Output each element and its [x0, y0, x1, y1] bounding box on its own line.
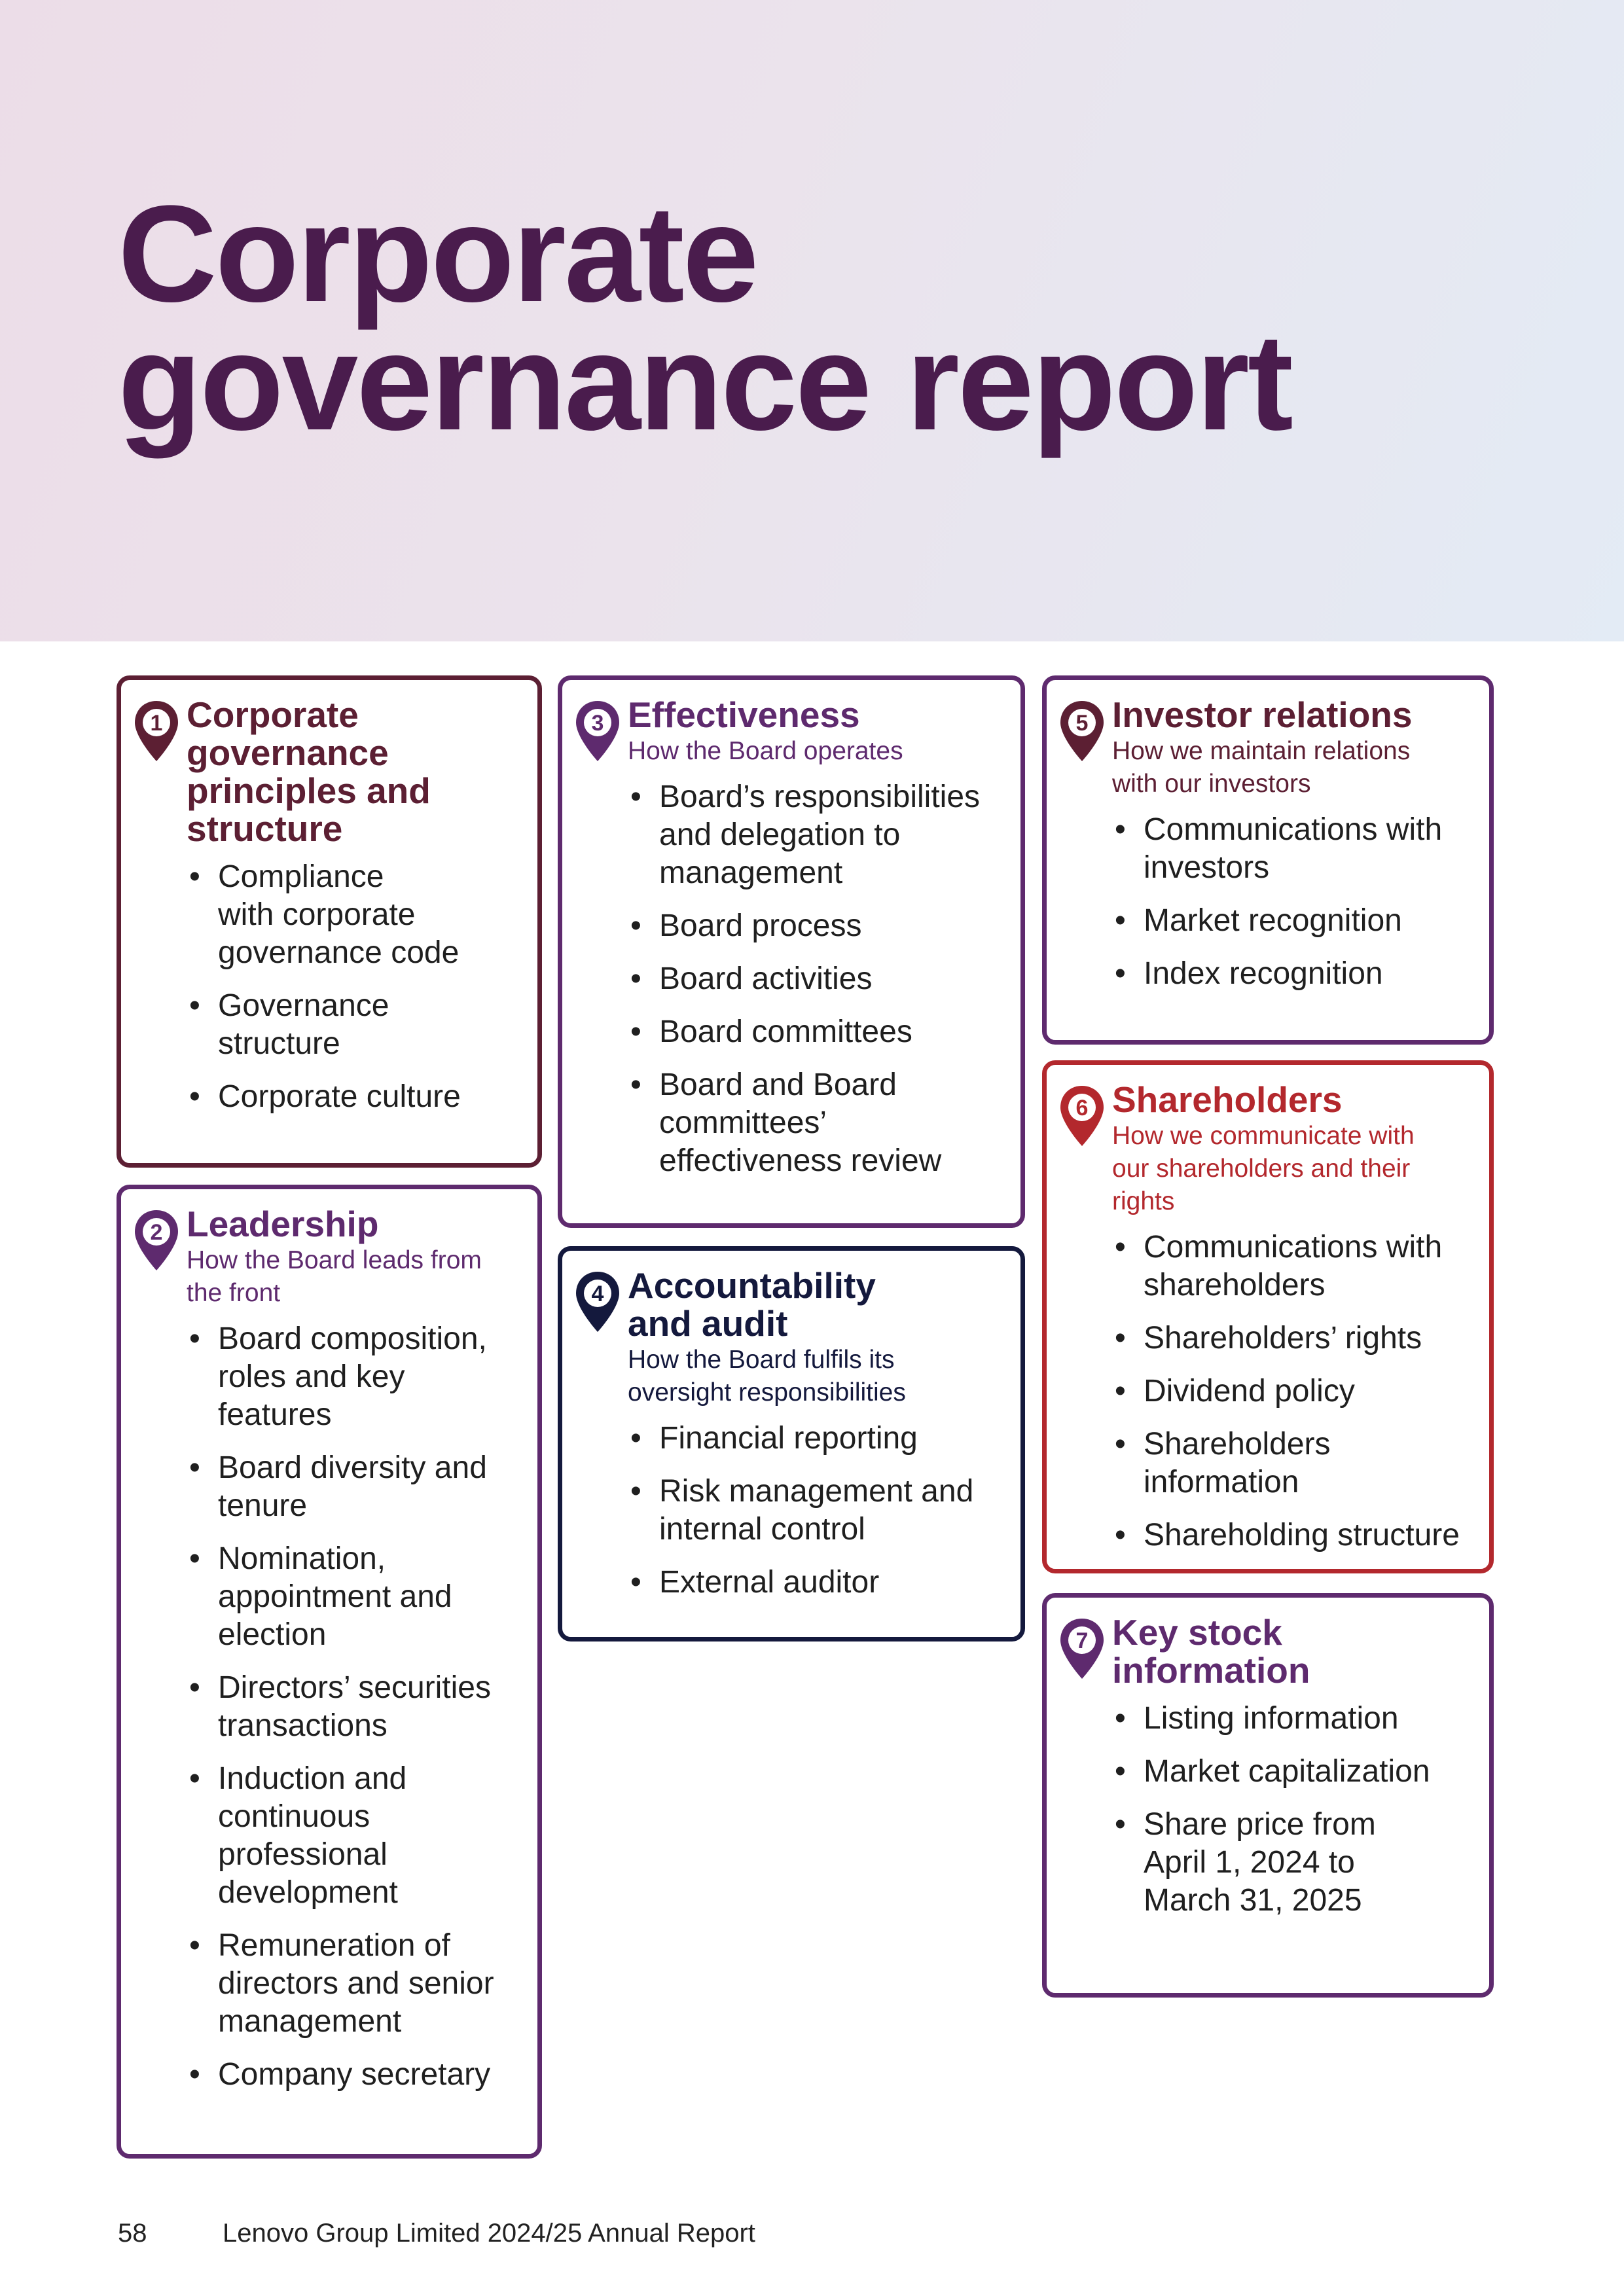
card-effectiveness [558, 675, 1025, 1228]
card-subtitle: How we maintain relations with our investors [1112, 737, 1411, 798]
list-item: • Shareholders’ rights [1112, 1319, 1484, 1357]
list-item: • Risk management and internal control [628, 1473, 1015, 1549]
list-item: • Listing information [1112, 1700, 1484, 1738]
card-subtitle: How the Board leads from the front [187, 1246, 482, 1307]
list-item: • Board committees [628, 1013, 1015, 1051]
location-pin-icon [133, 700, 180, 762]
pin-number: 6 [1075, 1096, 1089, 1121]
list-item: • Board activities [628, 960, 1015, 998]
card-investor-relations [1042, 675, 1494, 1045]
card-title: Key stock information [1112, 1612, 1310, 1691]
list-item: • Remuneration of directors and senior management [187, 1927, 532, 2041]
card-subtitle: How we communicate with our shareholders and their rights [1112, 1122, 1415, 1215]
location-pin-icon [574, 1270, 621, 1333]
card-title: Corporate governance principles and structure [187, 694, 431, 849]
page-footer [118, 2217, 755, 2249]
footer-text: Lenovo Group Limited 2024/25 Annual Report [223, 2219, 755, 2248]
card-list [187, 1320, 532, 2094]
list-item: • Communications with investors [1112, 811, 1484, 887]
card-list [187, 858, 532, 1116]
card-governance-principles [117, 675, 542, 1168]
list-item: • Compliance with corporate governance code [187, 858, 532, 972]
page-number: 58 [118, 2219, 147, 2248]
list-item: • Board composition, roles and key features [187, 1320, 532, 1434]
card-subtitle: How the Board operates [628, 737, 903, 765]
list-item: • Board process [628, 907, 1015, 945]
card-shareholders [1042, 1060, 1494, 1573]
pin-number: 4 [591, 1282, 604, 1306]
pin-number: 7 [1075, 1628, 1089, 1653]
list-item: • Dividend policy [1112, 1372, 1484, 1410]
card-title: Leadership [187, 1204, 379, 1244]
list-item: • Induction and continuous professional development [187, 1760, 532, 1912]
card-list [628, 778, 1015, 1180]
location-pin-icon [133, 1209, 180, 1272]
card-list [1112, 1229, 1484, 1554]
list-item: • Corporate culture [187, 1078, 532, 1116]
list-item: • Market capitalization [1112, 1753, 1484, 1791]
card-title: Investor relations [1112, 694, 1413, 735]
card-leadership [117, 1185, 542, 2159]
list-item: • Board diversity and tenure [187, 1449, 532, 1525]
list-item: • Share price from April 1, 2024 to March 31, 2025 [1112, 1806, 1484, 1920]
list-item: • Index recognition [1112, 955, 1484, 993]
list-item: • Market recognition [1112, 902, 1484, 940]
location-pin-icon [1058, 1617, 1106, 1680]
card-list [1112, 1700, 1484, 1920]
list-item: • Board and Board committees’ effectiveness review [628, 1066, 1015, 1180]
pin-number: 3 [591, 711, 604, 736]
list-item: • Company secretary [187, 2056, 532, 2094]
card-title: Shareholders [1112, 1079, 1343, 1120]
list-item: • Nomination, appointment and election [187, 1540, 532, 1654]
card-key-stock-information [1042, 1593, 1494, 1998]
list-item: • Financial reporting [628, 1420, 1015, 1458]
list-item: • Shareholding structure [1112, 1516, 1484, 1554]
card-title: Effectiveness [628, 694, 860, 735]
list-item: • Shareholders information [1112, 1426, 1484, 1501]
page-title: Corporate governance report [118, 177, 1291, 459]
list-item: • Governance structure [187, 987, 532, 1063]
location-pin-icon [574, 700, 621, 762]
pin-number: 2 [150, 1220, 163, 1245]
card-list [628, 1420, 1015, 1602]
card-title: Accountability and audit [628, 1265, 876, 1344]
list-item: • External auditor [628, 1564, 1015, 1602]
list-item: • Board’s responsibilities and delegation to management [628, 778, 1015, 892]
pin-number: 5 [1075, 711, 1089, 736]
list-item: • Directors’ securities transactions [187, 1669, 532, 1745]
card-list [1112, 811, 1484, 993]
card-subtitle: How the Board fulfils its oversight responsibilities [628, 1346, 906, 1407]
list-item: • Communications with shareholders [1112, 1229, 1484, 1304]
pin-number: 1 [150, 711, 163, 736]
location-pin-icon [1058, 1085, 1106, 1147]
card-accountability [558, 1246, 1025, 1641]
location-pin-icon [1058, 700, 1106, 762]
